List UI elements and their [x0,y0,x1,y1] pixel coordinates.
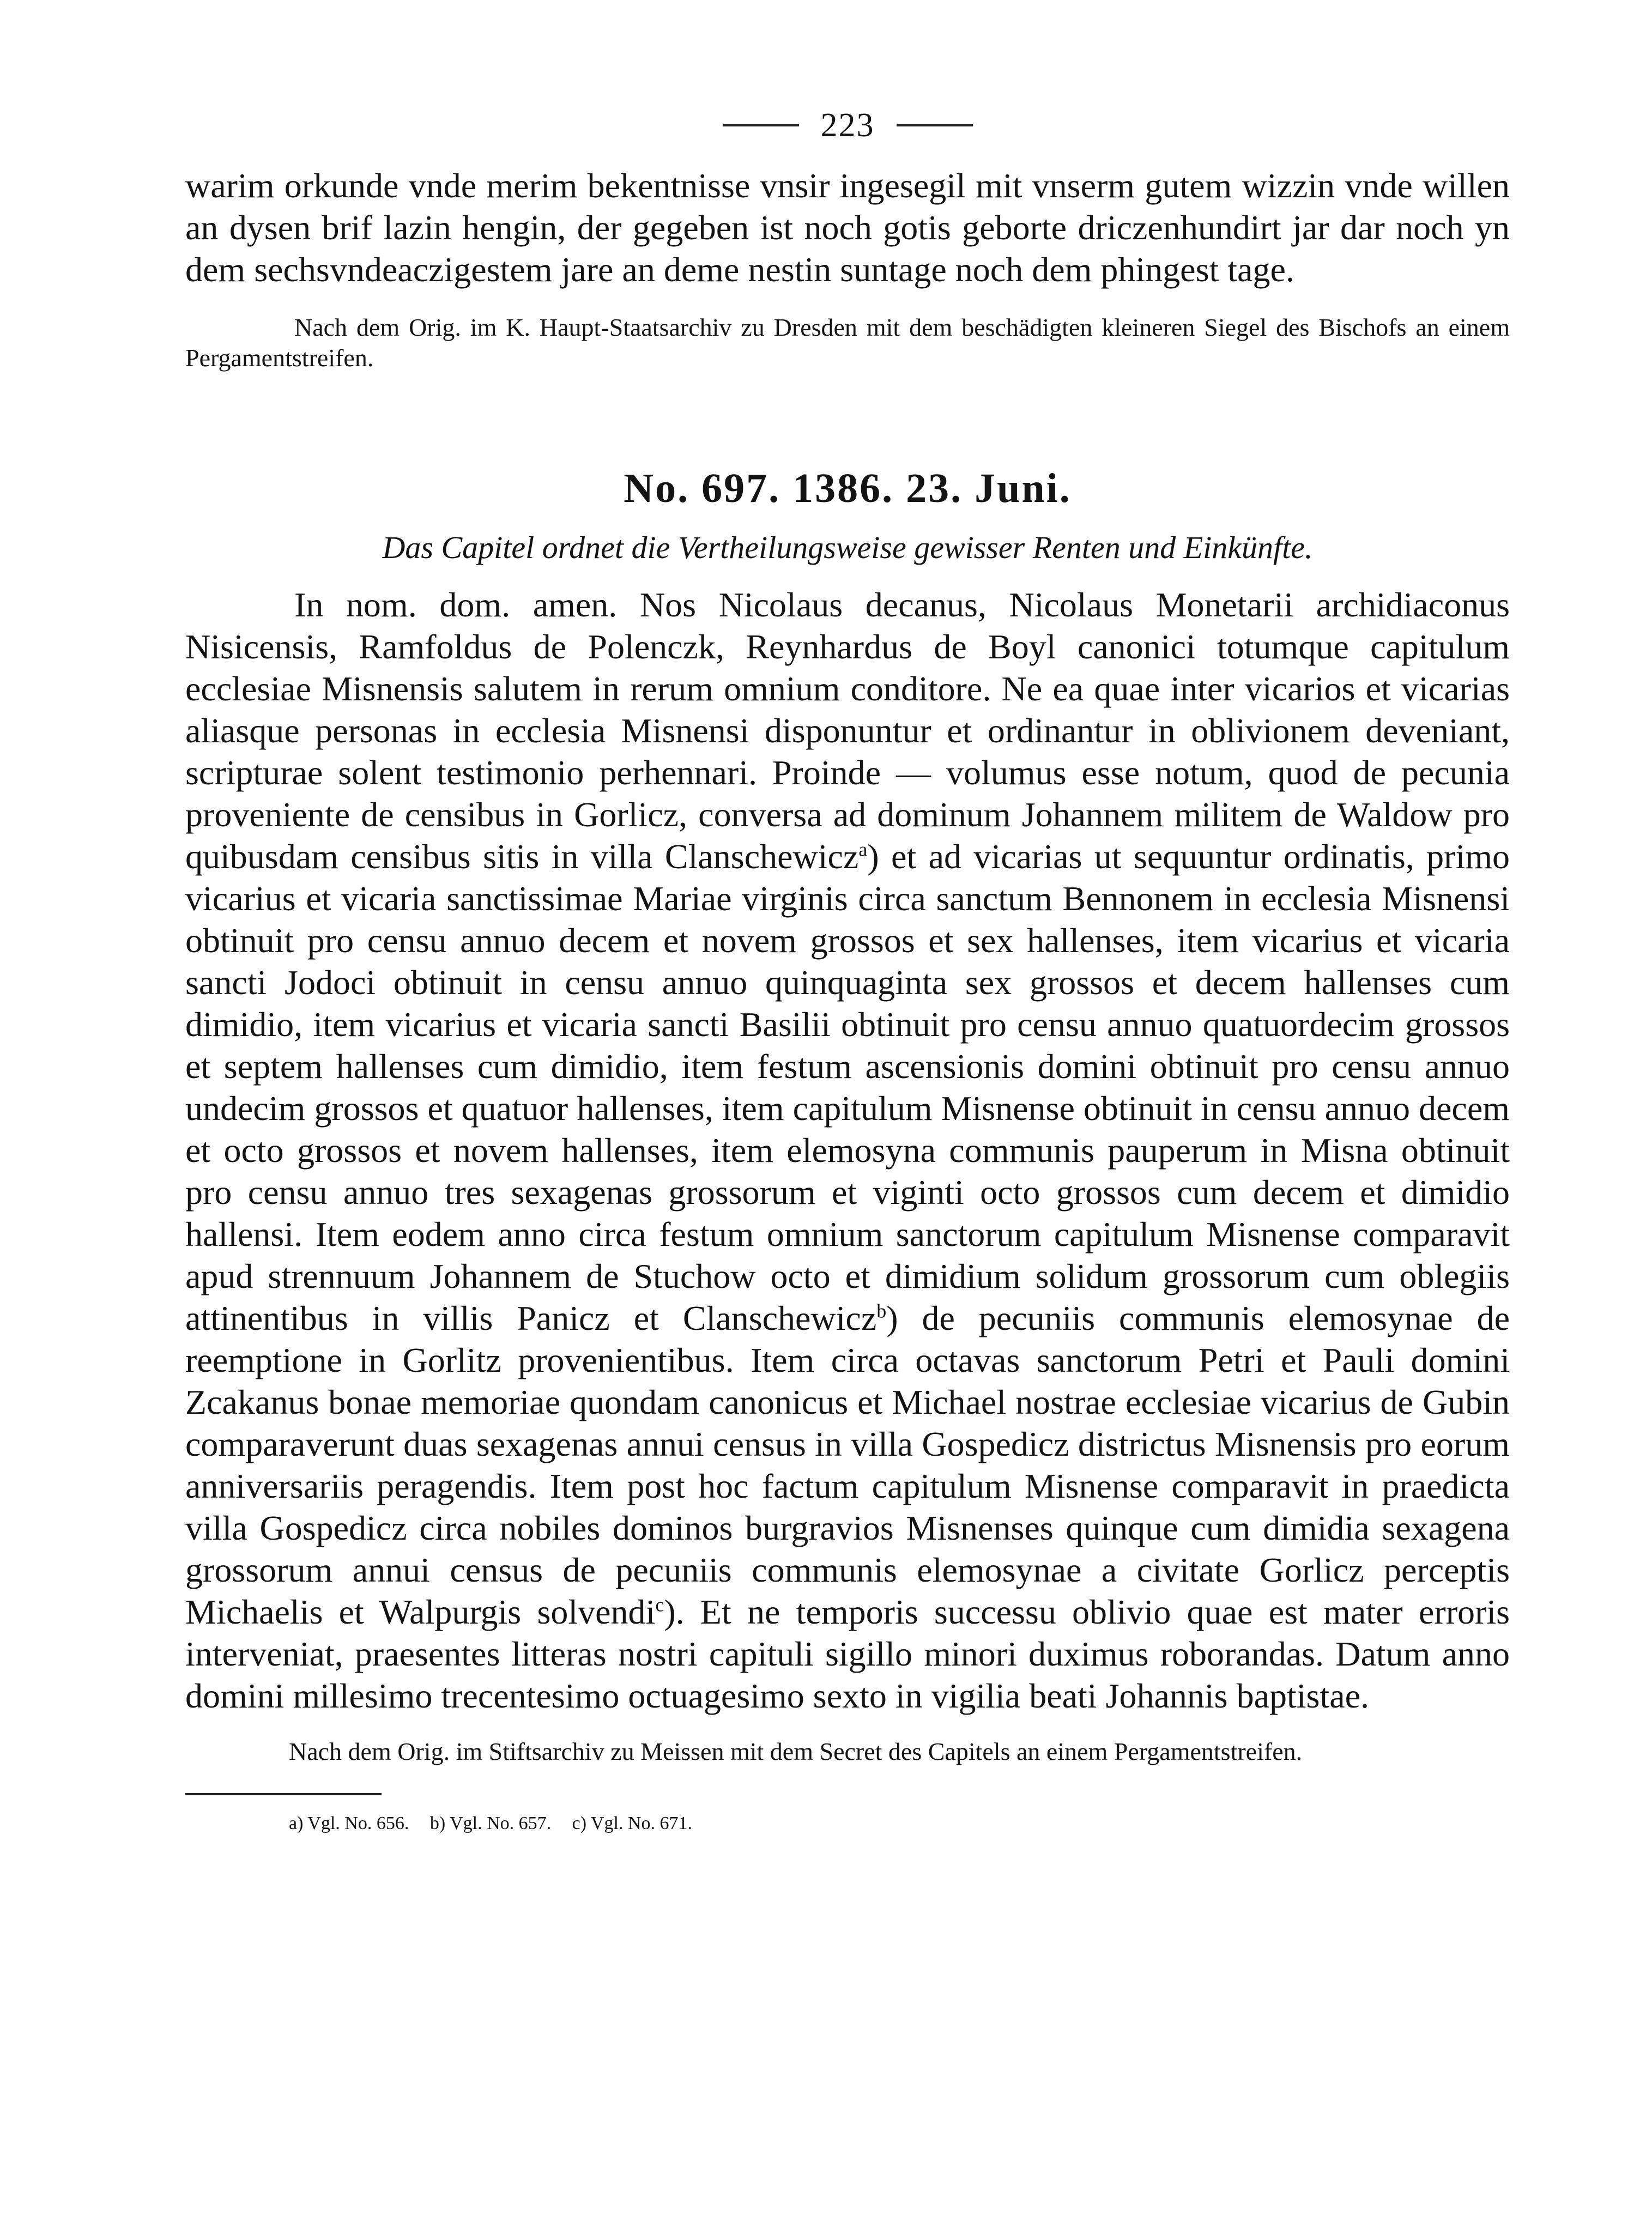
header-rule-left [723,124,799,126]
footnote-c: c) Vgl. No. 671. [572,1813,692,1833]
document-heading: No. 697. 1386. 23. Juni. [624,465,1072,511]
document-subtitle: Das Capitel ordnet die Vertheilungsweise gewisser Renten und Einkünfte. [382,530,1313,565]
footnote-mark-c: c [655,1594,664,1616]
main-text-part-2: ) et ad vicarias ut sequuntur ordinatis, primo vicarius et vicaria sanctissimae Mariae virginis circa sanctum Bennonem in ecclesia Misnensi obtinuit pro censu annuo decem et novem grossos et sex hallenses, item vicarius et vicaria sancti Jodoci obtinuit in censu annuo quinquaginta sex grossos et decem hallenses cum dimidio, item vicarius et vicaria sancti Basilii obtinuit pro censu annuo quatuordecim grossos et septem hallenses cum dimidio, item festum ascensionis domini obtinuit pro censu annuo undecim grossos et quatuor hallenses, item capitulum Misnense obtinuit in censu annuo decem et octo grossos et novem hallenses, item elemosyna communis pauperum in Misna obtinuit pro censu annuo tres sexagenas grossorum et viginti octo grossos cum decem et dimidio hallensi. Item eodem anno circa festum omnium sanctorum capitulum Misnense comparavit apud strennuum Johannem de Stuchow octo et dimidium solidum grossorum cum oblegiis attinentibus in villis Panicz et Clanschewicz [185,837,1510,1337]
footnotes [185,1812,1510,1836]
book-page [185,98,1510,1836]
footnote-a: a) Vgl. No. 656. [289,1813,409,1833]
footnote-separator [185,1793,382,1795]
main-text-part-4: ). Et ne temporis successu oblivio quae est mater erroris interveniat, praesentes litteras nostri capituli sigillo minori duximus roborandas. Datum anno domini millesimo trecentesimo octuagesimo sexto in vigilia beati Johannis baptistae. [185,1593,1510,1715]
main-text-part-1: In nom. dom. amen. Nos Nicolaus decanus, Nicolaus Monetarii archidiaconus Nisicensis, Ramfoldus de Polenczk, Reynhardus de Boyl canonici totumque capitulum ecclesiae Misnensis salutem in rerum omnium conditore. Ne ea quae inter vicarios et vicarias aliasque personas in ecclesia Misnensi disponuntur et ordinantur in oblivionem deveniant, scripturae solent testimonio perhennari. Proinde — volumus esse notum, quod de pecunia proveniente de censibus in Gorlicz, conversa ad dominum Johannem militem de Waldow pro quibusdam censibus sitis in villa Clanschewicz [185,585,1510,876]
document-source-note: Nach dem Orig. im Stiftsarchiv zu Meissen mit dem Secret des Capitels an einem Pergamentstreifen. [289,1737,1303,1765]
footnote-mark-a: a [858,838,868,861]
page-header [185,98,1510,153]
continuation-source-note: Nach dem Orig. im K. Haupt-Staatsarchiv zu Dresden mit dem beschädigten kleineren Siegel des Bischofs an einem Pergamentstreifen. [185,313,1510,372]
page-number: 223 [820,106,875,144]
header-rule-right [897,124,973,126]
footnote-b: b) Vgl. No. 657. [429,1813,552,1833]
footnote-mark-b: b [876,1300,887,1322]
document-main-text [185,584,1510,1717]
main-text-part-3: ) de pecuniis communis elemosynae de reemptione in Gorlitz provenientibus. Item circa octavas sanctorum Petri et Pauli domini Zcakanus bonae memoriae quondam canonicus et Michael nostrae ecclesiae vicarius de Gubin comparaverunt duas sexagenas annui census in villa Gospedicz districtus Misnensis pro eorum anniversariis peragendis. Item post hoc factum capitulum Misnense comparavit in praedicta villa Gospedicz circa nobiles dominos burgravios Misnenses quinque cum dimidia sexagena grossorum annui census de pecuniis communis elemosynae a civitate Gorlicz perceptis Michaelis et Walpurgis solvendi [185,1299,1510,1631]
continuation-paragraph: warim orkunde vnde merim bekentnisse vnsir ingesegil mit vnserm gutem wizzin vnde willen an dysen brif lazin hengin, der gegeben ist noch gotis geborte driczenhundirt jar dar noch yn dem sechsvndeaczigestem jare an deme nestin suntage noch dem phingest tage. [185,166,1510,289]
